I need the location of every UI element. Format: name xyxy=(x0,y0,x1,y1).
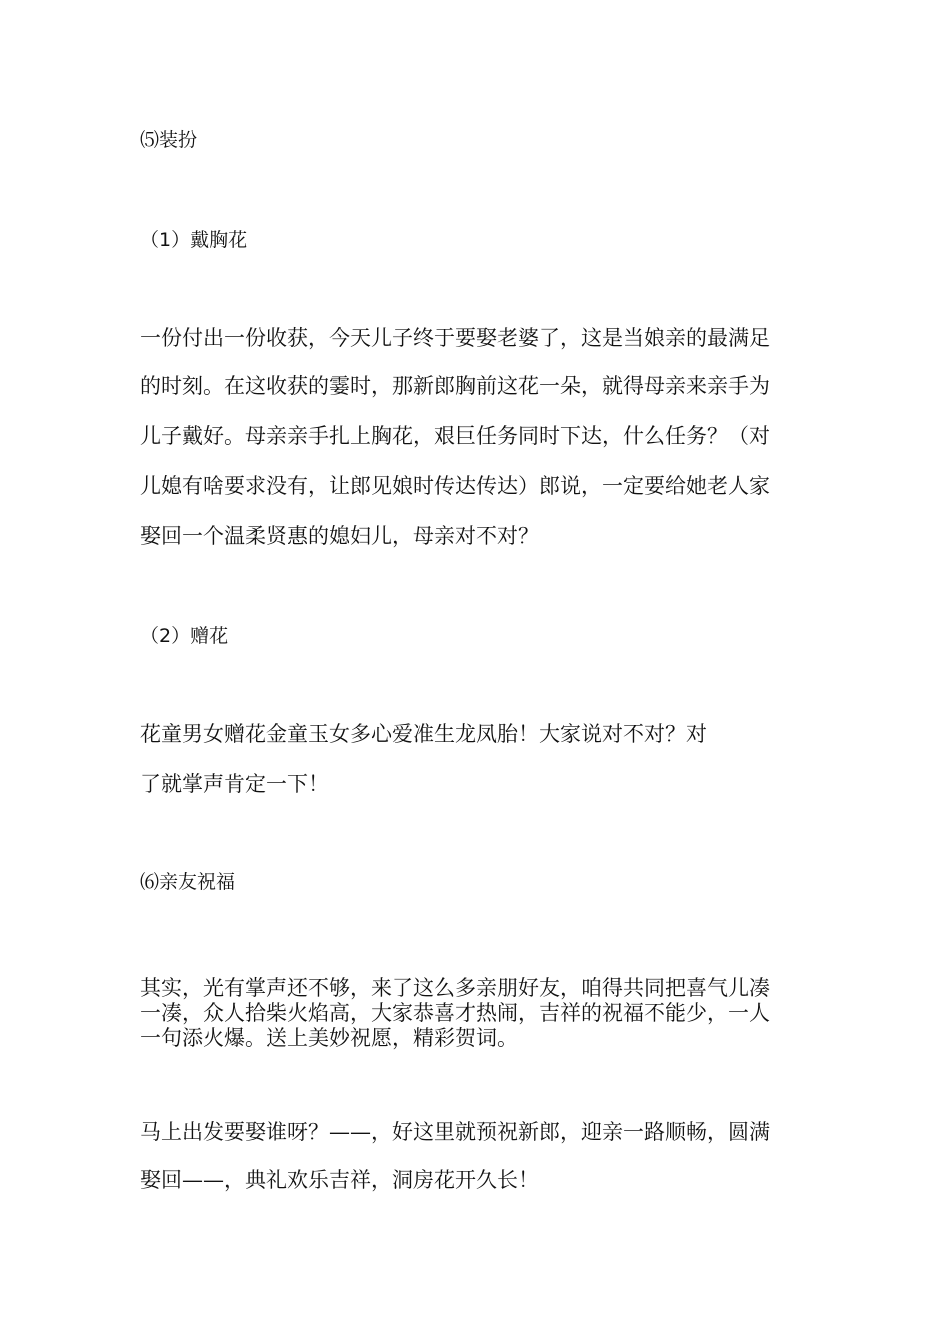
paragraph-line: 一句添火爆。送上美妙祝愿，精彩贺词。 xyxy=(140,1026,518,1050)
paragraph-line: 一份付出一份收获，今天儿子终于要娶老婆了，这是当娘亲的最满足 xyxy=(140,326,770,350)
paragraph-line: 花童男女赠花金童玉女多心爱准生龙凤胎！大家说对不对？对 xyxy=(140,722,707,746)
section-5-heading: ⑸装扮 xyxy=(140,129,198,151)
section-6-heading: ⑹亲友祝福 xyxy=(140,871,236,893)
paragraph-line: 马上出发要娶谁呀？——，好这里就预祝新郎，迎亲一路顺畅，圆满 xyxy=(140,1120,770,1144)
paragraph-line: 其实，光有掌声还不够，来了这么多亲朋好友，咱得共同把喜气儿凑 xyxy=(140,976,770,1000)
paragraph-line: 一凑，众人拾柴火焰高，大家恭喜才热闹，吉祥的祝福不能少，一人 xyxy=(140,1001,770,1025)
paragraph-line: 儿子戴好。母亲亲手扎上胸花，艰巨任务同时下达，什么任务？（对 xyxy=(140,424,770,448)
paragraph-line: 了就掌声肯定一下！ xyxy=(140,772,329,796)
paragraph-line: 娶回一个温柔贤惠的媳妇儿，母亲对不对？ xyxy=(140,524,539,548)
paragraph-line: 儿媳有啥要求没有，让郎见娘时传达传达）郎说，一定要给她老人家 xyxy=(140,474,770,498)
paragraph-line: 的时刻。在这收获的霎时，那新郎胸前这花一朵，就得母亲来亲手为 xyxy=(140,374,770,398)
subsection-1-heading: （1）戴胸花 xyxy=(140,229,248,251)
paragraph-line: 娶回——，典礼欢乐吉祥，洞房花开久长！ xyxy=(140,1168,539,1192)
subsection-2-heading: （2）赠花 xyxy=(140,625,229,647)
